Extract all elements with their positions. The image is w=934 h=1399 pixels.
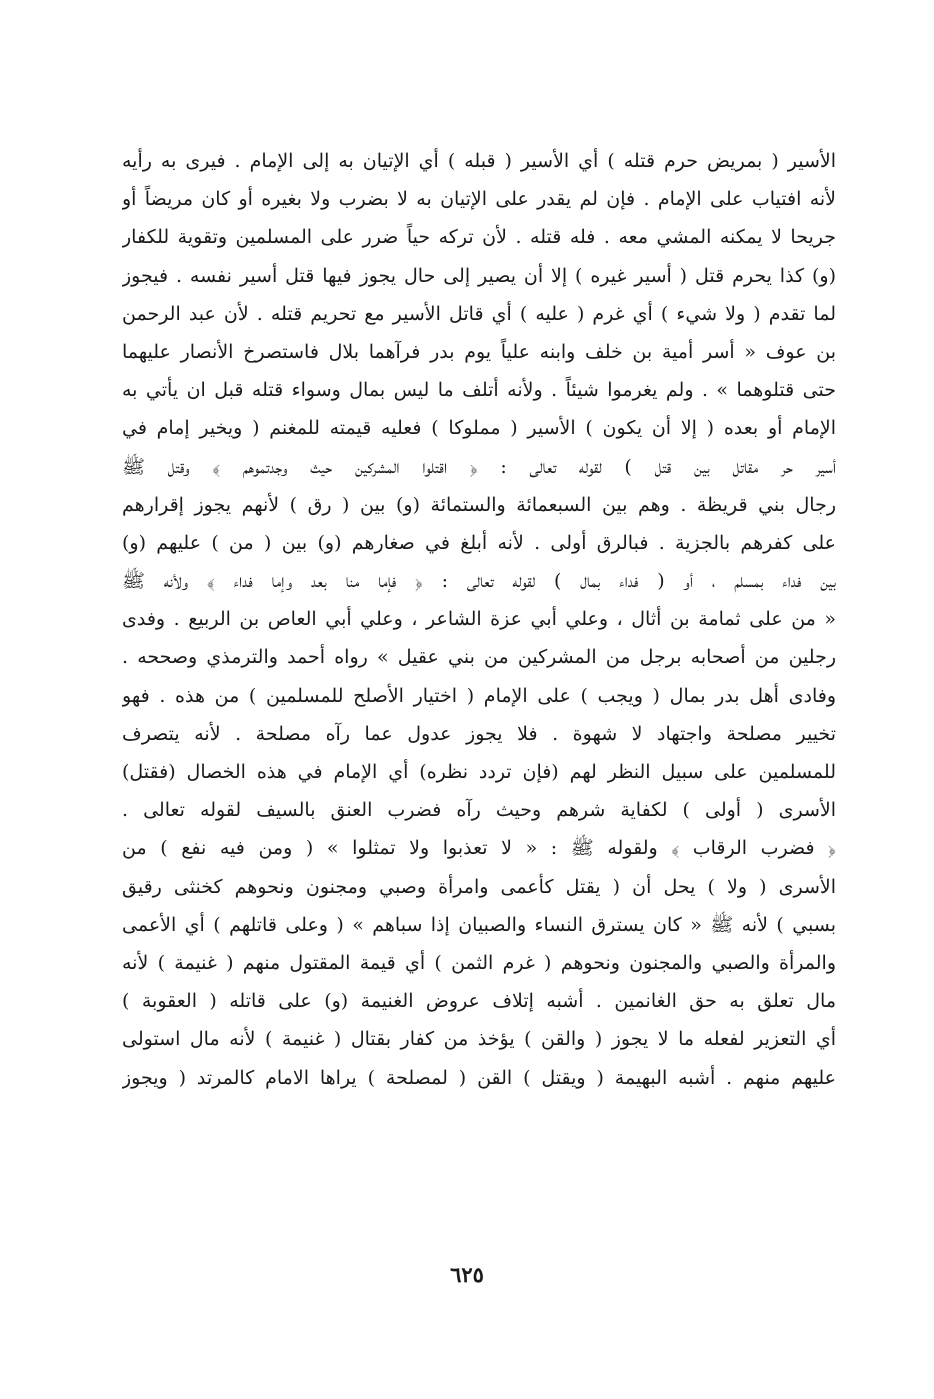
text-line: مال تعلق به حق الغانمين . أشبه إتلاف عروض الغنيمة (و) على قاتله ( العقوبة ) [122, 990, 836, 1013]
text-line: لما تقدم ( ولا شيء ) أي غرم ( عليه ) أي قاتل الأسير مع تحريم قتله . لأن عبد الرحمن [122, 302, 836, 325]
text-line: لأنه افتياب على الإمام . فإن لم يقدر على الإتيان به لا بضرب ولا بغيره أو كان مريضاً أو [122, 188, 836, 211]
text-line: على كفرهم بالجزية . فبالرق أولى . لأنه أبلغ في صغارهم (و) بين ( من ) عليهم (و) [122, 531, 836, 554]
text-line: الإمام أو بعده ( إلا أن يكون ) الأسير ( مملوكا ) فعليه قيمته للمغنم ( ويخير إمام في [122, 417, 836, 440]
text-line: (و) كذا يحرم قتل ( أسير غيره ) إلا أن يصير إلى حال يجوز فيها قتل أسير نفسه . فيجوز [122, 264, 836, 287]
body-text [122, 142, 836, 1097]
text-line: الأسرى ( أولى ) لكفاية شرهم وحيث رآه فضرب العنق بالسيف لقوله تعالى . [122, 799, 836, 822]
text-line: رجال بني قريظة . وهم بين السبعمائة والستمائة (و) بين ( رق ) لأنهم يجوز إقرارهم [122, 493, 836, 516]
text-line: للمسلمين على سبيل النظر لهم (فإن تردد نظره) أي الإمام في هذه الخصال (فقتل) [122, 761, 836, 783]
text-line: بين فداء بمسلم ، أو ( فداء بمال ) لقوله تعالى : ﴿ فإما منا بعد وإما فداء ﴾ ولأنه ﷺ [122, 570, 836, 593]
text-line: تخيير مصلحة واجتهاد لا شهوة . فلا يجوز عدول عما رآه مصلحة . لأنه يتصرف [122, 722, 836, 745]
text-line: حتى قتلوهما » . ولم يغرموا شيئاً . ولأنه أتلف ما ليس بمال وسواء قتله قبل ان يأتي به [122, 379, 836, 402]
page-number: ٦٢٥ [450, 1262, 484, 1287]
text-line: جريحا لا يمكنه المشي معه . فله قتله . لأن تركه حياً ضرر على المسلمين وتقوية للكفار [122, 226, 836, 249]
text-line: الأسير ( بمريض حرم قتله ) أي الأسير ( قبله ) أي الإتيان به إلى الإمام . فيرى به رأيه [122, 150, 836, 172]
text-line: عليهم منهم . أشبه البهيمة ( ويقتل ) القن ( لمصلحة ) يراها الامام كالمرتد ( ويجوز [122, 1066, 836, 1089]
text-line: أسير حر مقاتل بين قتل ) لقوله تعالى : ﴿ اقتلوا المشركين حيث وجدتموهم ﴾ وقتل ﷺ [122, 455, 836, 478]
text-line: ﴿ فضرب الرقاب ﴾ ولقوله ﷺ : « لا تعذبوا ولا تمثلوا » ( ومن فيه نفع ) من [122, 837, 836, 860]
text-line: والمرأة والصبي والمجنون ونحوهم ( غرم الثمن ) أي قيمة المقتول منهم ( غنيمة ) لأنه [122, 951, 836, 974]
text-line: « من على ثمامة بن أثال ، وعلي أبي عزة الشاعر ، وعلي أبي العاص بن الربيع . وفدى [122, 608, 836, 631]
text-line: بن عوف « أسر أمية بن خلف وابنه علياً يوم بدر فرآهما بلال فاستصرخ الأنصار عليهما [122, 340, 836, 363]
text-line: الأسرى ( ولا ) يحل أن ( يقتل كأعمى وامرأة وصبي ومجنون ونحوهم كخنثى رقيق [122, 875, 836, 898]
text-line: أي التعزير لفعله ما لا يجوز ( والقن ) يؤخذ من كفار بقتال ( غنيمة ) لأنه مال استولى [122, 1028, 836, 1051]
text-line: بسبي ) لأنه ﷺ « كان يسترق النساء والصبيان إذا سباهم » ( وعلى قاتلهم ) أي الأعمى [122, 913, 836, 936]
text-line: وفادى أهل بدر بمال ( ويجب ) على الإمام ( اختيار الأصلح للمسلمين ) من هذه . فهو [122, 684, 836, 707]
text-line: رجلين من أصحابه برجل من المشركين من بني عقيل » رواه أحمد والترمذي وصححه . [122, 646, 836, 669]
